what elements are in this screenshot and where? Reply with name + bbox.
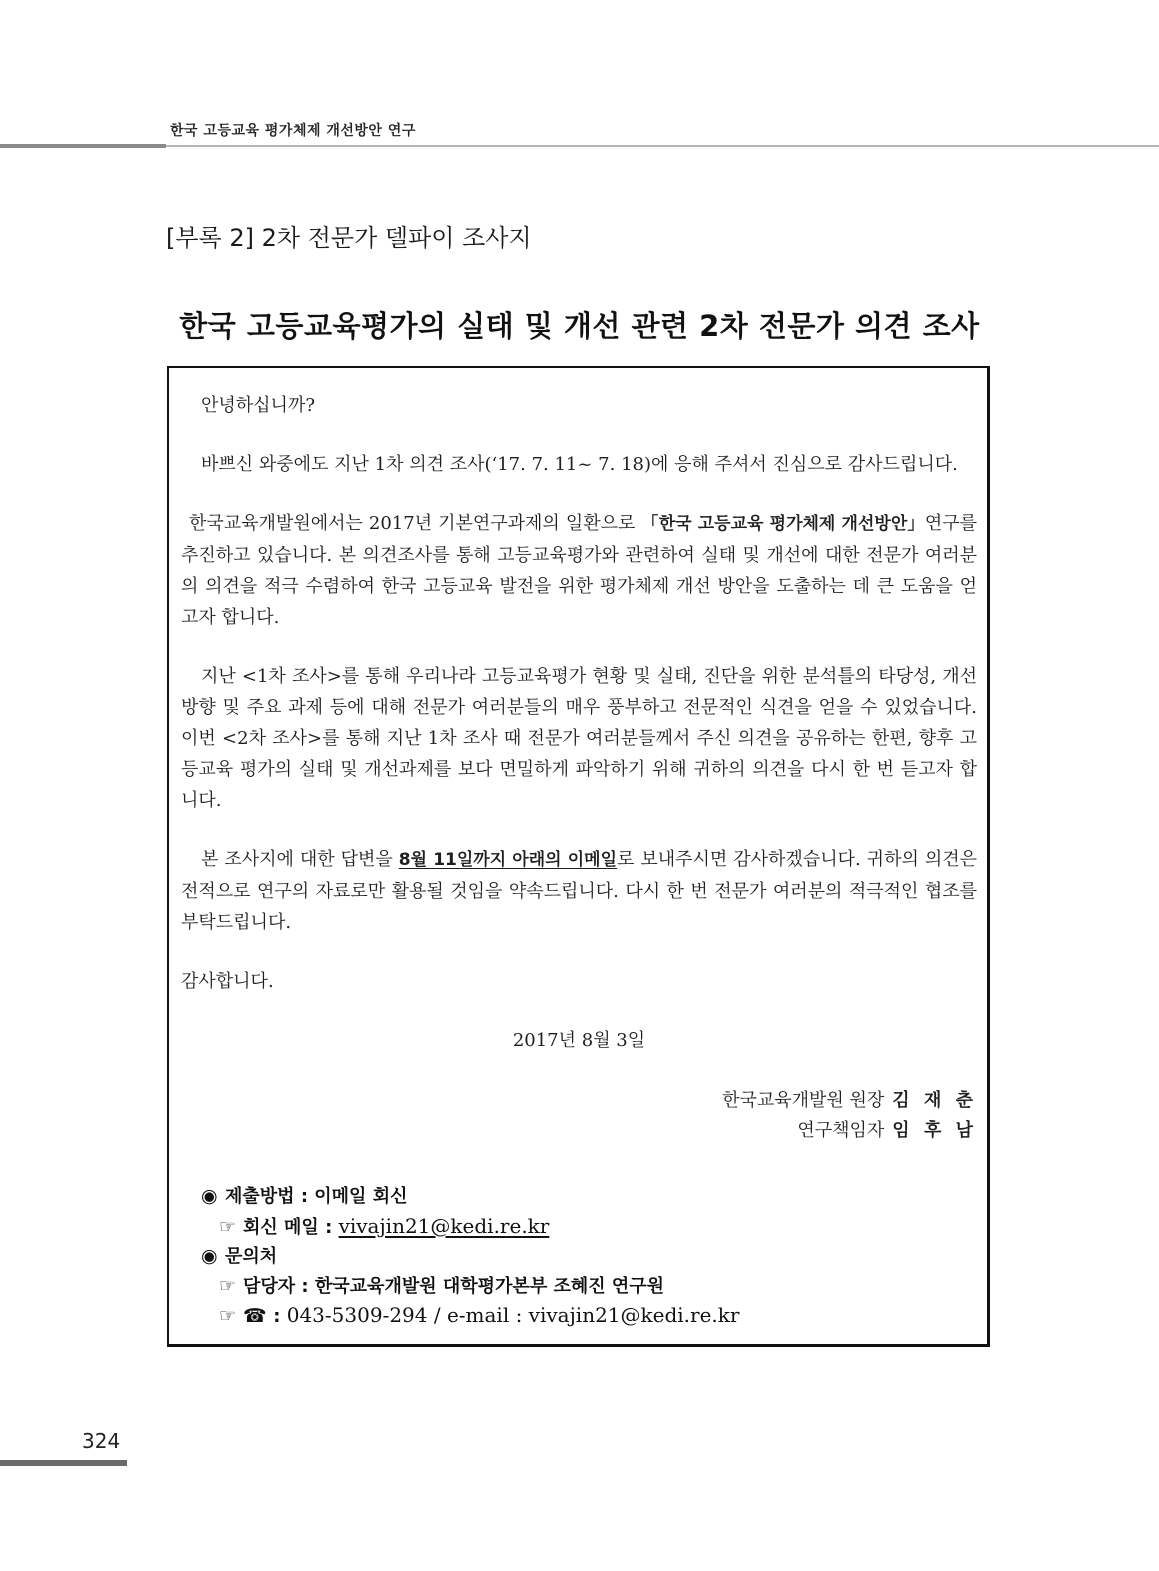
signature-block (181, 1086, 977, 1146)
letter-body (181, 390, 977, 1178)
bullet-icon: ◉ (201, 1185, 218, 1207)
deadline-emphasis: 8월 11일까지 아래의 이메일 (398, 850, 617, 870)
paragraph-4-text-b: 로 보내주시면 감사하겠습니다. 귀하의 의견은 전적으로 연구의 자료로만 활용될 것임을 약속드립니다. 다시 한 번 전문가 여러분의 적극적인 협조를 부탁드립니다. (181, 849, 977, 933)
paragraph-3: 지난 <1차 조사>를 통해 우리나라 고등교육평가 현황 및 실태, 진단을 위한 분석틀의 타당성, 개선방향 및 주요 과제 등에 대해 전문가 여러분들의 매우 풍부하고 전문적인 식견을 얻을 수 있었습니다. 이번 <2차 조사>를 통해 지난 1차 조사 때 전문가 여러분들께서 주신 의견을 공유하는 한편, 향후 고등교육 평가의 실태 및 개선과제를 보다 면밀하게 파악하기 위해 귀하의 의견을 다시 한 번 듣고자 합니다. (181, 666, 977, 811)
paragraph-1: 바쁘신 와중에도 지난 1차 의견 조사(‘17. 7. 11~ 7. 18)에 응해 주셔서 진심으로 감사드립니다. (201, 454, 958, 475)
reply-email-link[interactable]: vivajin21@kedi.re.kr (338, 1213, 550, 1238)
inquiry-row (201, 1242, 961, 1272)
project-title: 「한국 고등교육 평가체제 개선방안」 (641, 514, 925, 534)
bullet-icon: ◉ (201, 1245, 218, 1267)
running-header-title: 한국 고등교육 평가체제 개선방안 연구 (170, 123, 416, 139)
reply-email-row (201, 1212, 961, 1243)
phone-icon: ☎ (243, 1305, 267, 1327)
header-rule-accent (0, 144, 166, 148)
signer-name-1: 김 재 춘 (892, 1090, 977, 1111)
pointing-hand-icon: ☞ (219, 1305, 237, 1327)
footer-rule (0, 1460, 127, 1466)
pointing-hand-icon: ☞ (219, 1274, 237, 1297)
letter-box (167, 366, 990, 1347)
pointing-hand-icon: ☞ (219, 1215, 237, 1238)
signature-line-2 (181, 1116, 977, 1146)
submit-method-row (201, 1182, 961, 1212)
header-rule (166, 145, 1159, 147)
paragraph-2 (181, 508, 977, 633)
greeting: 안녕하십니까? (201, 395, 315, 416)
submit-method-label: 제출방법 : 이메일 회신 (225, 1186, 408, 1207)
appendix-title: [부록 2] 2차 전문가 델파이 조사지 (166, 224, 532, 252)
page-number: 324 (82, 1429, 121, 1453)
reply-email-label: 회신 메일 : (243, 1216, 339, 1238)
paragraph-2-text-b: 연구를 추진하고 있습니다. 본 의견조사를 통해 고등교육평가와 관련하여 실태 및 개선에 대한 전문가 여러분의 의견을 적극 수렴하여 한국 고등교육 발전을 위한 평가체제 개선 방안을 도출하는 데 큰 도움을 얻고자 합니다. (181, 513, 977, 628)
contact-person-row (201, 1272, 961, 1302)
signer-name-2: 임 후 남 (892, 1120, 977, 1141)
paragraph-4-text-a: 본 조사지에 대한 답변을 (201, 849, 399, 870)
paragraph-2-text-a: 한국교육개발원에서는 2017년 기본연구과제의 일환으로 (189, 513, 642, 534)
contact-person: 담당자 : 한국교육개발원 대학평가본부 조혜진 연구원 (243, 1275, 665, 1297)
phone-row (201, 1301, 961, 1332)
survey-title: 한국 고등교육평가의 실태 및 개선 관련 2차 전문가 의견 조사 (179, 309, 980, 343)
paragraph-4 (181, 844, 977, 938)
inquiry-label: 문의처 (225, 1246, 278, 1267)
signature-line-1 (181, 1086, 977, 1116)
closing: 감사합니다. (181, 971, 274, 992)
phone-and-email: 043-5309-294 / e-mail : vivajin21@kedi.re.kr (286, 1303, 740, 1327)
phone-separator: : (267, 1306, 287, 1327)
signer-role: 연구책임자 (797, 1120, 885, 1141)
signer-org: 한국교육개발원 원장 (722, 1090, 885, 1111)
letter-date: 2017년 8월 3일 (512, 1030, 646, 1051)
contact-block (201, 1182, 961, 1332)
